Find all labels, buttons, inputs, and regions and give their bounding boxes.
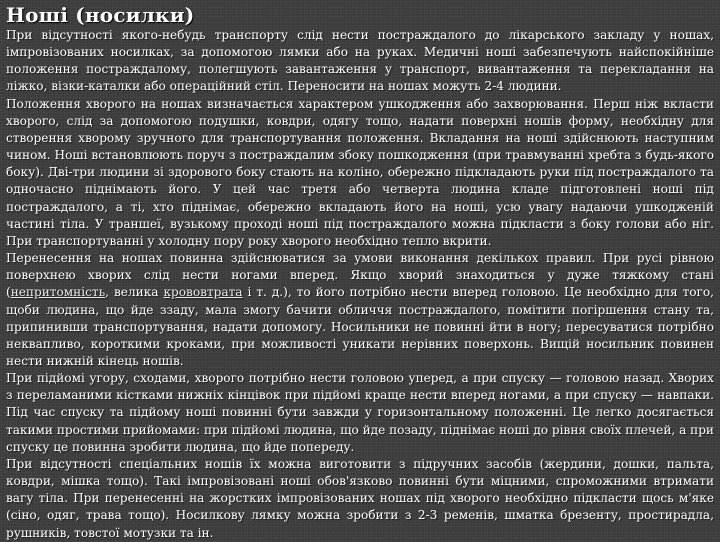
paragraph-1: При відсутності якого-небудь транспорту слід нести постраждалого до лікарського закладу у ношах, імпровізованих носилках, за допомогою лямки або на руках. Медичні ноші забезпечують найспокійніше положення постраждалому, полегшують завантаження у транспорт, вивантаження та перекладання на ліжко, візки-каталки або операційний стіл. Переносити на ношах можуть 2-4 людини. bbox=[6, 28, 714, 94]
paragraph-3 bbox=[6, 250, 714, 370]
paragraph-5: При відсутності спеціальних ношів їх можна виготовити з підручних засобів (жердини, дошки, пальта, ковдри, мішка тощо). Такі імпровізовані ноші обов'язково повинні бути міцними, спроможними втримати вагу тіла. При перенесенні на жорстких імпровізованих ношах під хворого необхідно підкласти щось м'яке (сіно, одяг, трава тощо). Носилкову лямку можна зробити з 2-3 ременів, шматка брезенту, простирадла, рушників, товстої мотузки та ін. bbox=[6, 456, 714, 540]
paragraph-4: При підйомі угору, сходами, хворого потрібно нести головою уперед, а при спуску — головою назад. Хворих з переламаними кістками нижніх кінцівок при підйомі краще нести вперед ногами, а при спуску — навпаки. Під час спуску та підйому ноші повинні бути завжди у горизонтальному положенні. Це легко досягається такими простими прийомами: при підйомі людина, що йде позаду, піднімає ноші до рівня своїх плечей, а при спуску це повинна зробити людина, що йде попереду. bbox=[6, 371, 714, 454]
slide-title: Ноші (носилки) bbox=[6, 3, 195, 27]
paragraph-3-text-c: і т. д.), то його потрібно нести вперед головою. Це необхідно для того, щоби людина, що йде ззаду, мала змогу бачити обличчя постраждалого, помітити погіршення стану та, припинивши транспортування, надати допомогу. Носильники не повинні йти в ногу; пересуватися потрібно неквапливо, короткими кроками, при можливості уникати нерівних поверхонь. Вищій носильник повинен нести нижній кінець ношів. bbox=[6, 285, 715, 368]
paragraph-3-text-b: , велика bbox=[105, 285, 164, 300]
paragraph-2: Положення хворого на ношах визначається характером ушкодження або захворювання. Перш ніж вкласти хворого, слід за допомогою подушки, ковдри, одягу тощо, надати поверхні ношів форму, необхідну для створення хворому зручного для транспортування положення. Вкладання на ноші здійснюють наступним чином. Ноші встановлюють поруч з постраждалим збоку пошкодження (при травмуванні хребта з будь-якого боку). Дві-три людини зі здорового боку стають на коліно, обережно підкладають руки під постраждалого та одночасно піднімають його. У цей час третя або четверта людина кладе підготовлені ноші під постраждалого, а ті, хто піднімає, обережно вкладають його на ноші, усю увагу надаючи ушкодженій частині тіла. У траншеї, вузькому проході ноші під постраждалого можна підкласти з боку голови або ніг. При транспортуванні у холодну пору року хворого необхідно тепло вкрити. bbox=[6, 96, 714, 248]
paragraph-3-text-a: Перенесення на ношах повинна здійснюватися за умови виконання декількох правил. При русі рівною поверхнею хворих слід нести ногами вперед. Якщо хворий знаходиться у дуже тяжкому стані ( bbox=[6, 251, 714, 300]
link-nepritomnist[interactable]: непритомність bbox=[10, 285, 106, 300]
slide-body bbox=[6, 27, 714, 542]
link-krovovtrata[interactable]: крововтрата bbox=[163, 285, 243, 300]
